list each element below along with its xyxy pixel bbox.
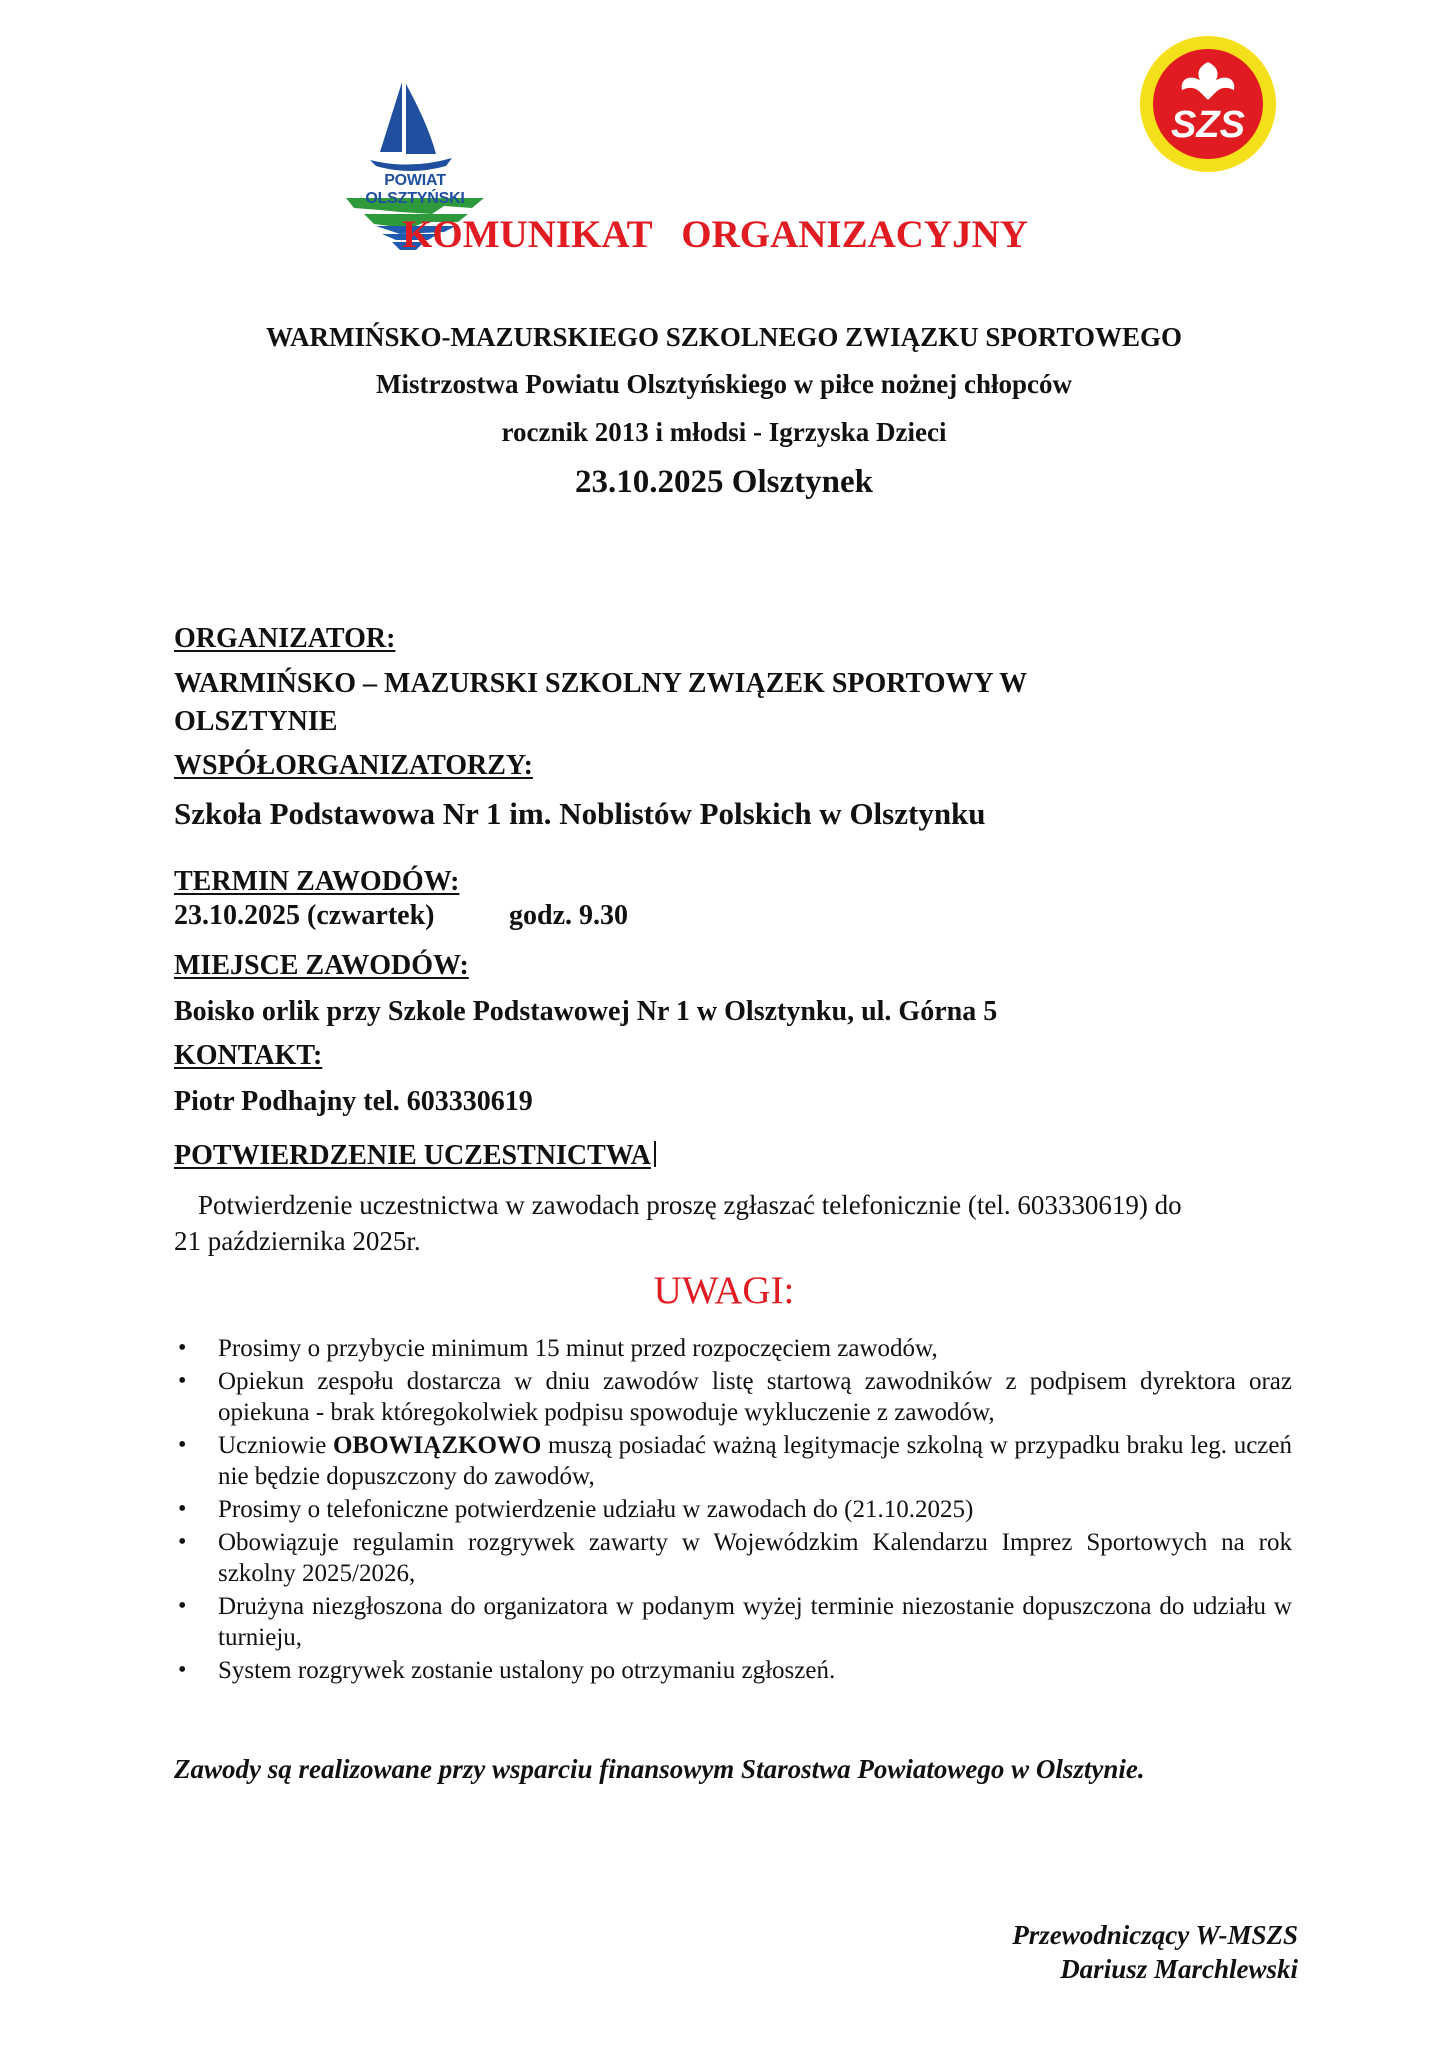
organizer-line-1: WARMIŃSKO – MAZURSKI SZKOLNY ZWIĄZEK SPORTOWY W <box>174 668 1028 699</box>
note-text: Uczniowie <box>218 1432 333 1459</box>
text-cursor <box>654 1141 656 1167</box>
list-item <box>174 1366 1292 1428</box>
notes-title: UWAGI: <box>653 1269 795 1312</box>
list-item <box>174 1333 1292 1364</box>
szs-logo-text: SZS <box>1171 104 1245 146</box>
powiat-logo-text: POWIAT OLSZTYŃSKI <box>365 172 465 207</box>
term-time: godz. 9.30 <box>509 900 628 931</box>
term-label: TERMIN ZAWODÓW: <box>174 866 460 897</box>
contact-label: KONTAKT: <box>174 1040 323 1071</box>
list-item <box>174 1494 1292 1525</box>
note-text: System rozgrywek zostanie ustalony po otrzymaniu zgłoszeń. <box>218 1657 836 1684</box>
organizer-line-2: OLSZTYNIE <box>174 706 338 737</box>
funding-note: Zawody są realizowane przy wsparciu finansowym Starostwa Powiatowego w Olsztynie. <box>174 1754 1145 1784</box>
confirmation-line-2: 21 października 2025r. <box>174 1226 421 1256</box>
note-text: Prosimy o przybycie minimum 15 minut przed rozpoczęciem zawodów, <box>218 1335 938 1362</box>
signature-role: Przewodniczący W-MSZS <box>1012 1920 1298 1950</box>
confirmation-label <box>174 1140 656 1172</box>
header-line-2: Mistrzostwa Powiatu Olsztyńskiego w piłce nożnej chłopców <box>376 369 1072 399</box>
confirmation-label-text: POTWIERDZENIE UCZESTNICTWA <box>174 1140 651 1171</box>
header-date-place: 23.10.2025 Olsztynek <box>575 464 873 500</box>
szs-logo <box>1140 36 1276 172</box>
header-line-1: WARMIŃSKO-MAZURSKIEGO SZKOLNEGO ZWIĄZKU SPORTOWEGO <box>266 322 1182 352</box>
list-item <box>174 1527 1292 1589</box>
document-title: KOMUNIKAT ORGANIZACYJNY <box>402 213 1028 256</box>
contact-value: Piotr Podhajny tel. 603330619 <box>174 1086 533 1117</box>
notes-list <box>174 1333 1292 1688</box>
note-text: Drużyna niezgłoszona do organizatora w podanym wyżej terminie niezostanie dopuszczona do udziału w turnieju, <box>218 1593 1292 1651</box>
coorganizers-value: Szkoła Podstawowa Nr 1 im. Noblistów Polskich w Olsztynku <box>174 796 986 831</box>
venue-value: Boisko orlik przy Szkole Podstawowej Nr 1 w Olsztynku, ul. Górna 5 <box>174 996 998 1027</box>
coorganizers-label: WSPÓŁORGANIZATORZY: <box>174 750 533 781</box>
venue-label: MIEJSCE ZAWODÓW: <box>174 950 469 981</box>
note-emphasis: OBOWIĄZKOWO <box>332 1432 542 1459</box>
confirmation-line-1: Potwierdzenie uczestnictwa w zawodach proszę zgłaszać telefonicznie (tel. 603330619) do <box>198 1190 1182 1220</box>
note-text: Prosimy o telefoniczne potwierdzenie udziału w zawodach do (21.10.2025) <box>218 1496 974 1523</box>
list-item <box>174 1591 1292 1653</box>
list-item <box>174 1430 1292 1492</box>
list-item <box>174 1655 1292 1686</box>
organizer-label: ORGANIZATOR: <box>174 623 396 654</box>
header-line-3: rocznik 2013 i młodsi - Igrzyska Dzieci <box>501 417 947 447</box>
note-text: muszą posiadać ważną legitymacje szkolną w przypadku braku leg. uczeń nie będzie dopuszczony do zawodów, <box>218 1432 1292 1490</box>
term-date: 23.10.2025 (czwartek) <box>174 900 435 931</box>
note-text: Opiekun zespołu dostarcza w dniu zawodów listę startową zawodników z podpisem dyrektora oraz opiekuna - brak któregokolwiek podpisu spowoduje wykluczenie z zawodów, <box>218 1368 1292 1426</box>
note-text: Obowiązuje regulamin rozgrywek zawarty w Wojewódzkim Kalendarzu Imprez Sportowych na rok szkolny 2025/2026, <box>218 1529 1292 1587</box>
signature-name: Dariusz Marchlewski <box>1060 1954 1298 1984</box>
